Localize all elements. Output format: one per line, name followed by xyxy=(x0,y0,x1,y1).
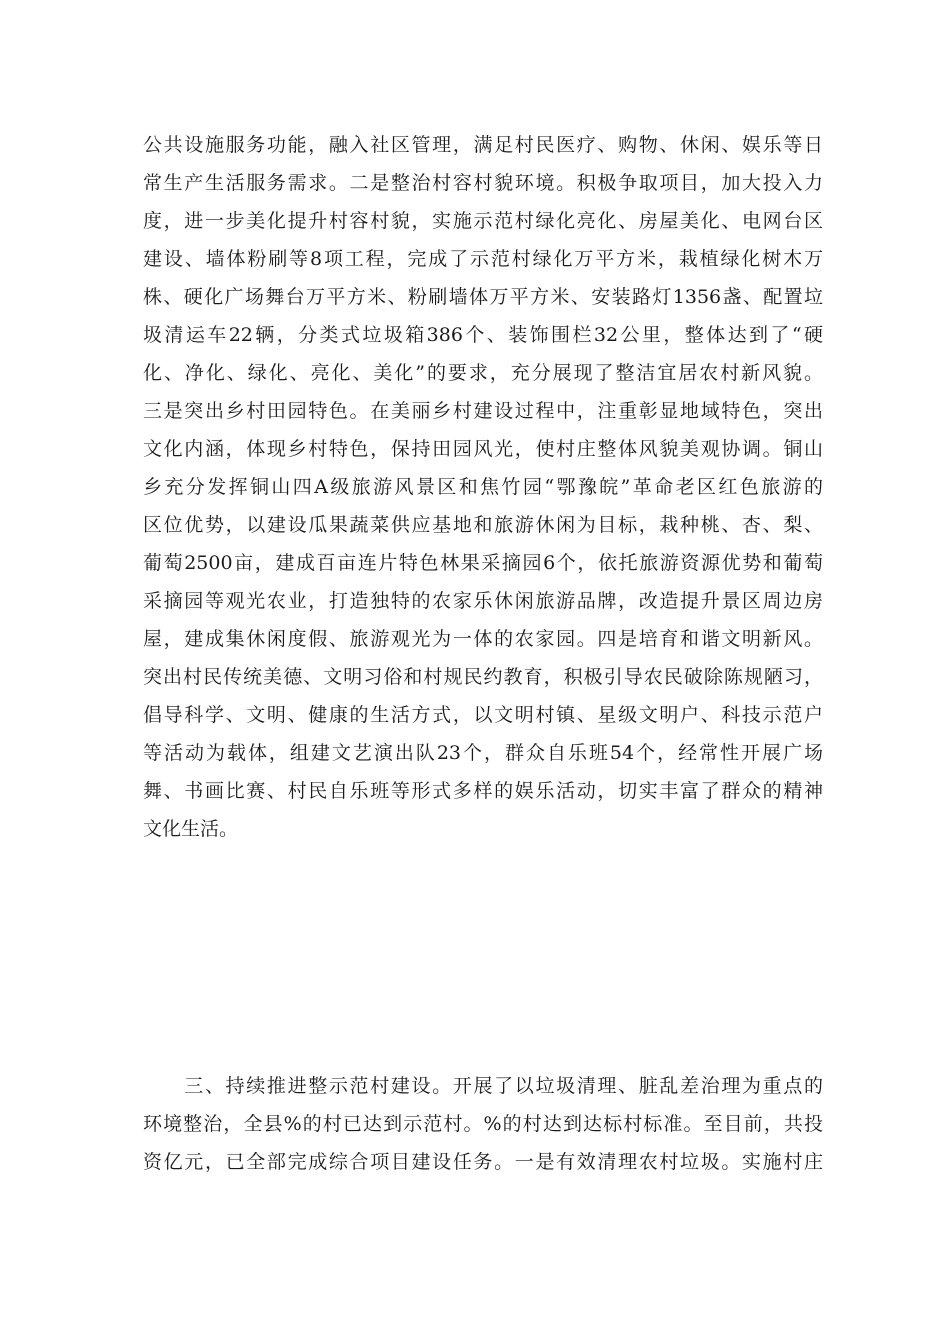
paragraph-1 xyxy=(143,126,823,848)
text-line: 等活动为载体，组建文艺演出队23个，群众自乐班54个，经常性开展广场 xyxy=(143,742,823,764)
text-line: 化、净化、绿化、亮化、美化”的要求，充分展现了整洁宜居农村新风貌。 xyxy=(143,362,823,384)
text-line: 突出村民传统美德、文明习俗和村规民约教育，积极引导农民破除陈规陋习， xyxy=(143,666,823,688)
text-line: 度，进一步美化提升村容村貌，实施示范村绿化亮化、房屋美化、电网台区 xyxy=(143,210,823,232)
text-line: 区位优势，以建设瓜果蔬菜供应基地和旅游休闲为目标，栽种桃、杏、梨、 xyxy=(143,514,823,536)
text-line: 环境整治，全县%的村已达到示范村。%的村达到达标村标准。至目前，共投 xyxy=(143,1113,823,1135)
text-line: 葡萄2500亩，建成百亩连片特色林果采摘园6个，依托旅游资源优势和葡萄 xyxy=(143,552,823,574)
text-line: 舞、书画比赛、村民自乐班等形式多样的娱乐活动，切实丰富了群众的精神 xyxy=(143,780,823,802)
text-line: 公共设施服务功能，融入社区管理，满足村民医疗、购物、休闲、娱乐等日 xyxy=(143,134,823,156)
text-line: 三是突出乡村田园特色。在美丽乡村建设过程中，注重彰显地域特色，突出 xyxy=(143,400,823,422)
paragraph-2 xyxy=(143,1067,823,1181)
text-line: 采摘园等观光农业，打造独特的农家乐休闲旅游品牌，改造提升景区周边房 xyxy=(143,590,823,612)
text-line: 倡导科学、文明、健康的生活方式，以文明村镇、星级文明户、科技示范户 xyxy=(143,704,823,726)
text-line: 资亿元，已全部完成综合项目建设任务。一是有效清理农村垃圾。实施村庄 xyxy=(143,1151,823,1173)
text-line: 三、持续推进整示范村建设。开展了以垃圾清理、脏乱差治理为重点的 xyxy=(143,1075,823,1097)
text-line: 文化生活。 xyxy=(143,818,239,840)
text-line: 常生产生活服务需求。二是整治村容村貌环境。积极争取项目，加大投入力 xyxy=(143,172,823,194)
text-line: 文化内涵，体现乡村特色，保持田园风光，使村庄整体风貌美观协调。铜山 xyxy=(143,438,823,460)
text-line: 圾清运车22辆，分类式垃圾箱386个、装饰围栏32公里，整体达到了“硬 xyxy=(143,324,823,346)
text-line: 屋，建成集休闲度假、旅游观光为一体的农家园。四是培育和谐文明新风。 xyxy=(143,628,823,650)
text-line: 株、硬化广场舞台万平方米、粉刷墙体万平方米、安装路灯1356盏、配置垃 xyxy=(143,286,823,308)
text-line: 建设、墙体粉刷等8项工程，完成了示范村绿化万平方米，栽植绿化树木万 xyxy=(143,248,823,270)
text-line: 乡充分发挥铜山四A级旅游风景区和焦竹园“鄂豫皖”革命老区红色旅游的 xyxy=(143,476,823,498)
